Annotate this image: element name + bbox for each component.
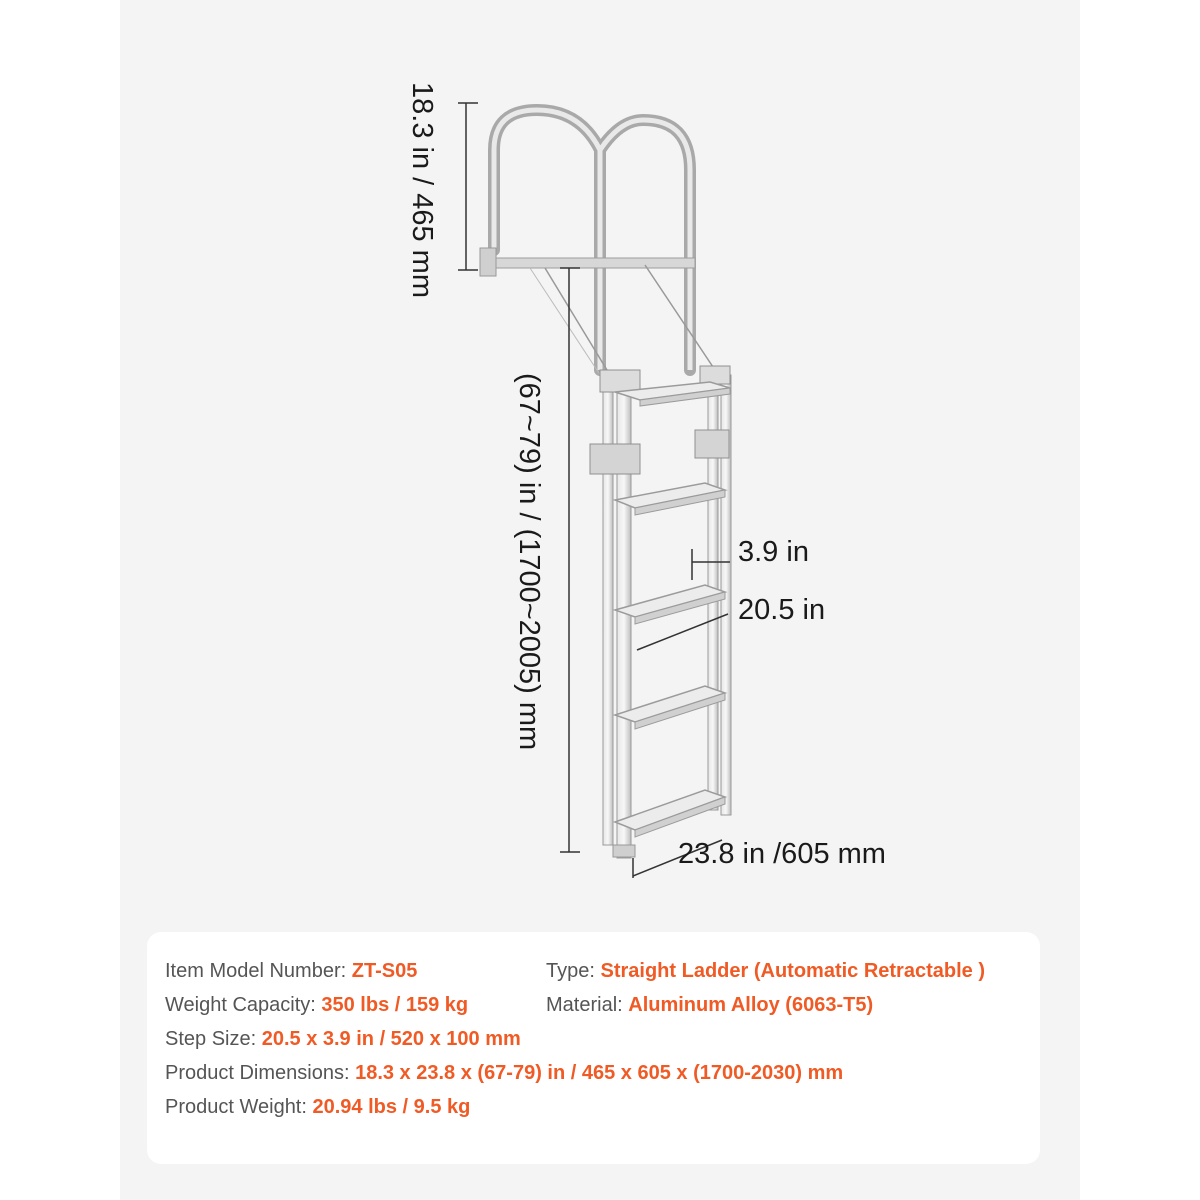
spec-weight-value: 20.94 lbs / 9.5 kg — [312, 1096, 471, 1118]
handrail-right — [600, 120, 690, 370]
spec-type — [546, 960, 985, 983]
spec-weight-label: Product Weight: — [165, 1096, 313, 1118]
spec-step-size-label: Step Size: — [165, 1028, 262, 1050]
spec-capacity-value: 350 lbs / 159 kg — [321, 994, 469, 1016]
spec-material-value: Aluminum Alloy (6063-T5) — [628, 994, 874, 1016]
spec-type-label: Type: — [546, 960, 601, 982]
step-width-label: 20.5 in — [738, 594, 826, 626]
top-crossbar — [485, 258, 695, 268]
spec-dimensions-value: 18.3 x 23.8 x (67-79) in / 465 x 605 x (1700-2030) mm — [355, 1062, 844, 1084]
spec-step-size-value: 20.5 x 3.9 in / 520 x 100 mm — [261, 1028, 521, 1050]
ladder-height-label: (67~79) in / (1700~2005) mm — [513, 373, 545, 751]
handle-height-label: 18.3 in / 465 mm — [406, 82, 438, 298]
step-depth-label: 3.9 in — [738, 536, 809, 568]
spec-material — [546, 994, 873, 1017]
spec-dimensions — [165, 1062, 843, 1085]
spec-model-value: ZT-S05 — [351, 960, 418, 982]
spec-model-label: Item Model Number: — [165, 960, 352, 982]
spec-type-value: Straight Ladder (Automatic Retractable ) — [600, 960, 985, 982]
spec-capacity — [165, 994, 468, 1017]
ladder-width-label: 23.8 in /605 mm — [678, 838, 886, 870]
spec-dimensions-label: Product Dimensions: — [165, 1062, 356, 1084]
spec-capacity-label: Weight Capacity: — [165, 994, 322, 1016]
spec-weight — [165, 1096, 470, 1119]
spec-material-label: Material: — [546, 994, 629, 1016]
spec-model — [165, 960, 417, 983]
spec-step-size — [165, 1028, 521, 1051]
